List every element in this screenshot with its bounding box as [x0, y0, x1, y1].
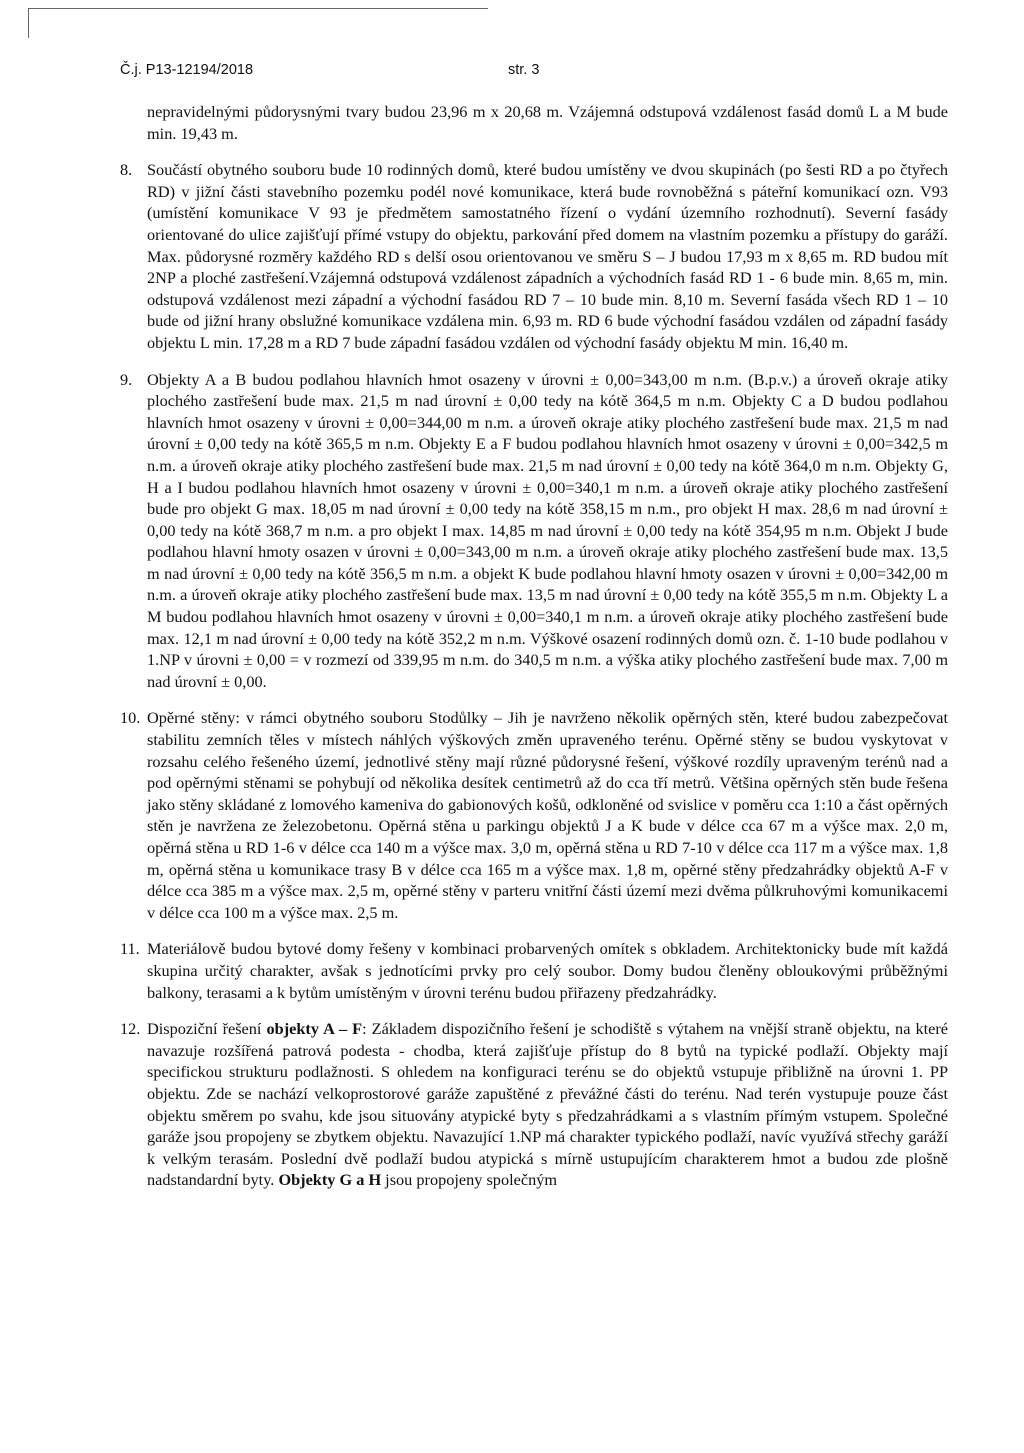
item-text: Materiálově budou bytové domy řešeny v kombinaci probarvených omítek s obkladem. Architektonicky bude mít každá skupina určitý charakter, avšak s jednotícími prvky pro celý soubor. Domy budou členěny obloukovými průběžnými balkony, terasami a k bytům umístěným v úrovni terénu budou přiřazeny předzahrádky. [147, 939, 948, 1002]
page-number: str. 3 [508, 62, 540, 78]
item-number: 10. [120, 708, 141, 728]
scan-edge-top [28, 8, 488, 9]
item-text-part: : Základem dispozičního řešení je schodiště s výtahem na vnější straně objektu, na které navazuje rozšířená patrová podesta - chodba, která zajišťuje přístup do 8 bytů na typické podlaží. Objekty mají specifickou strukturu podlažnosti. S ohledem na konfiguraci terénu se do objektů vstupuje přibližně na úrovni 1. PP objektu. Zde se nachází velkoprostorové garáže zapuštěné z převážné části do terénu. Nad terén vystupuje pouze část objektu směrem po svahu, kde jsou situovány atypické byty s předzahrádkami a s vlastním přímým vstupem. Společné garáže jsou propojeny se zbytkem objektu. Navazující 1.NP má charakter typického podlaží, navíc využívá střechy garáží k velkým terasám. Poslední dvě podlaží budou atypická s mírně ustupujícím charakterem hmot a budou zde plošně nadstandardní byty. [147, 1019, 949, 1190]
item-text: Objekty A a B budou podlahou hlavních hmot osazeny v úrovni ± 0,00=343,00 m n.m. (B.p.v.) a úroveň okraje atiky plochého zastřešení bude max. 21,5 m nad úrovní ± 0,00 tedy na kótě 364,5 m n.m. Objekty C a D budou podlahou hlavních hmot osazeny v úrovni ± 0,00=344,00 m n.m. a úroveň okraje atiky plochého zastřešení bude max. 21,5 m nad úrovní ± 0,00 tedy na kótě 365,5 m n.m. Objekty E a F budou podlahou hlavních hmot osazeny v úrovni ± 0,00=342,5 m n.m. a úroveň okraje atiky plochého zastřešení bude max. 21,5 m nad úrovní ± 0,00 tedy na kótě 364,0 m n.m. Objekty G, H a I budou podlahou hlavních hmot osazeny v úrovni ± 0,00=340,1 m n.m. a úroveň okraje atiky plochého zastřešení bude pro objekt G max. 18,05 m nad úrovní ± 0,00 tedy na kótě 358,15 m n.m., pro objekt H max. 28,6 m nad úrovní ± 0,00 tedy na kótě 368,7 m n.m. a pro objekt I max. 14,85 m nad úrovní ± 0,00 tedy na kótě 354,95 m n.m. Objekt J bude podlahou hlavní hmoty osazen v úrovni ± 0,00=343,00 m n.m. a úroveň okraje atiky plochého zastřešení bude max. 13,5 m nad úrovní ± 0,00 tedy na kótě 356,5 m n.m. a objekt K bude podlahou hlavní hmoty osazen v úrovni ± 0,00=342,00 m n.m. a úroveň okraje atiky plochého zastřešení bude max. 13,5 m nad úrovní ± 0,00 tedy na kótě 355,5 m n.m. Objekty L a M budou podlahou hlavních hmot osazeny v úrovni ± 0,00=340,1 m n.m. a úroveň okraje atiky plochého zastřešení bude max. 12,1 m nad úrovní ± 0,00 tedy na kótě 352,2 m n.m. Výškové osazení rodinných domů ozn. č. 1-10 bude podlahou v 1.NP v úrovni ± 0,00 = v rozmezí od 339,95 m n.m. do 340,5 m n.m. a výška atiky plochého zastřešení bude max. 7,00 m nad úrovní ± 0,00. [147, 369, 948, 691]
reference-number: Č.j. P13-12194/2018 [120, 62, 254, 78]
item-number: 12. [120, 1019, 141, 1039]
bold-term: objekty A – F [266, 1019, 363, 1039]
item-text-part: jsou propojeny společným [381, 1170, 558, 1190]
document-body [120, 101, 948, 1206]
list-item-8 [120, 159, 948, 353]
item-number: 8. [120, 160, 133, 180]
page-header [120, 62, 540, 78]
item-number: 9. [120, 369, 133, 389]
intro-paragraph: nepravidelnými půdorysnými tvary budou 23,96 m x 20,68 m. Vzájemná odstupová vzdálenost fasád domů L a M bude min. 19,43 m. [147, 102, 948, 143]
bold-term: Objekty G a H [278, 1170, 382, 1190]
item-text: Opěrné stěny: v rámci obytného souboru Stodůlky – Jih je navrženo několik opěrných stěn, které budou zabezpečovat stabilitu zemních těles v místech náhlých výškových změn upraveného terénu. Opěrné stěny se budou vyskytovat v rozsahu celého řešeného území, jednotlivé stěny mají různé půdorysné řešení, výškové rozdíly upraveným terénů nad a pod opěrnými stěnami se pohybují od několika desítek centimetrů až do cca tří metrů. Většina opěrných stěn bude řešena jako stěny skládané z lomového kameniva do gabionových košů, odkloněné od svislice v poměru cca 1:10 a část opěrných stěn je navržena ze železobetonu. Opěrná stěna u parkingu objektů J a K bude v délce cca 67 m a výšce max. 2,0 m, opěrná stěna u RD 1-6 v délce cca 140 m a výšce max. 3,0 m, opěrná stěna u RD 7-10 v délce cca 117 m a výšce max. 1,8 m, opěrná stěna u komunikace trasy B v délce cca 165 m a výšce max. 1,8 m, opěrné stěny předzahrádky objektů A-F v délce cca 385 m a výšce max. 2,5 m, opěrné stěny v parteru vnitřní části území mezi dvěma půlkruhovými komunikacemi v délce cca 100 m a výšce max. 2,5 m. [147, 708, 948, 922]
item-text [147, 1018, 948, 1191]
list-item-11 [120, 938, 948, 1003]
item-text: Součástí obytného souboru bude 10 rodinných domů, které budou umístěny ve dvou skupinách (po šesti RD a po čtyřech RD) v jižní části stavebního pozemku podél nové komunikace, která bude rovnoběžná s páteřní komunikací ozn. V93 (umístění komunikace V 93 je předmětem samostatného řízení o vydání územního rozhodnutí). Severní fasády orientované do ulice zajišťují přímé vstupy do objektu, parkování před domem na vlastním pozemku a přístupy do garáží. Max. půdorysné rozměry každého RD s delší osou orientovanou ve směru S – J budou 17,93 m x 8,65 m. RD budou mít 2NP a ploché zastřešení.Vzájemná odstupová vzdálenost západních a východních fasád RD 1 - 6 bude min. 8,65 m, min. odstupová vzdálenost mezi západní a východní fasádou RD 7 – 10 bude min. 8,10 m. Severní fasáda všech RD 1 – 10 bude od jižní hrany obslužné komunikace vzdálena min. 6,93 m. RD 6 bude východní fasádou vzdálen od západní fasády objektu L min. 17,28 m a RD 7 bude západní fasádou vzdálen od východní fasády objektu M min. 16,40 m. [147, 160, 948, 352]
list-item-9 [120, 369, 948, 693]
item-text-part: Dispoziční řešení [147, 1019, 267, 1039]
scan-edge-left [28, 8, 29, 38]
item-number: 11. [120, 939, 140, 959]
list-item-12 [120, 1018, 948, 1191]
list-item-10 [120, 707, 948, 923]
